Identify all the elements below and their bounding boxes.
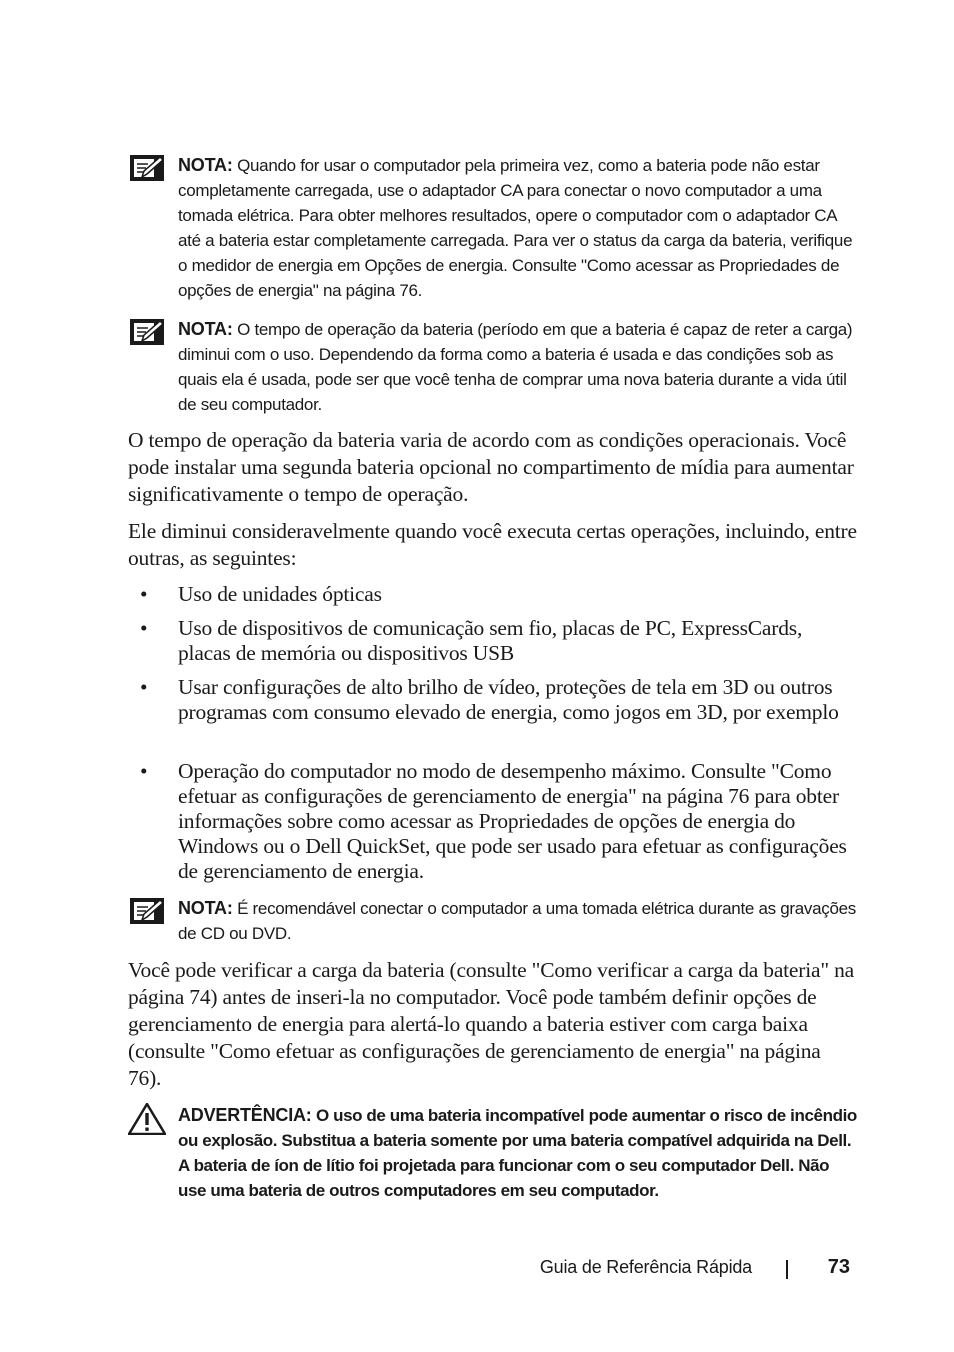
note-label: NOTA:	[178, 898, 233, 918]
bullet-marker: •	[140, 759, 148, 783]
footer-title: Guia de Referência Rápida	[539, 1257, 752, 1277]
note-label: NOTA:	[178, 319, 233, 339]
bullet-marker: •	[140, 675, 148, 699]
body-paragraph: Você pode verificar a carga da bateria (consulte "Como verificar a carga da bateria" na página 74) antes de inseri-la no computador. Você pode também definir opções de gerenciamento de energia para alertá-lo quando a bateria estiver com carga baixa (consulte "Como efetuar as configurações de gerenciamento de energia" na página 76).	[128, 958, 854, 1090]
note-pencil-icon	[130, 319, 164, 345]
note-text: O tempo de operação da bateria (período em que a bateria é capaz de reter a carga) diminui com o uso. Dependendo da forma como a bateria é usada e das condições sob as quais ela é usada, pode ser que você tenha de comprar uma nova bateria durante a vida útil de seu computador.	[178, 320, 853, 414]
note-text: Quando for usar o computador pela primeira vez, como a bateria pode não estar completamente carregada, use o adaptador CA para conectar o novo computador a uma tomada elétrica. Para obter melhores resultados, opere o computador com o adaptador CA até a bateria estar completamente carregada. Para ver o status da carga da bateria, verifique o medidor de energia em Opções de energia. Consulte "Como acessar as Propriedades de opções de energia" na página 76.	[178, 156, 853, 300]
list-item-text: Uso de unidades ópticas	[178, 582, 382, 606]
note-text: É recomendável conectar o computador a uma tomada elétrica durante as gravações de CD ou DVD.	[178, 899, 856, 943]
footer-separator	[786, 1260, 788, 1279]
bullet-marker: •	[140, 616, 148, 640]
body-paragraph: Ele diminui consideravelmente quando você executa certas operações, incluindo, entre outras, as seguintes:	[128, 519, 857, 570]
body-paragraph: O tempo de operação da bateria varia de acordo com as condições operacionais. Você pode instalar uma segunda bateria opcional no compartimento de mídia para aumentar significativamente o tempo de operação.	[128, 428, 854, 506]
list-item-text: Operação do computador no modo de desempenho máximo. Consulte "Como efetuar as configurações de gerenciamento de energia" na página 76 para obter informações sobre como acessar as Propriedades de opções de energia do Windows ou o Dell QuickSet, que pode ser usado para efetuar as configurações de gerenciamento de energia.	[178, 759, 847, 883]
warning-triangle-icon	[128, 1103, 166, 1135]
note-pencil-icon	[130, 898, 164, 924]
page-number: 73	[827, 1256, 850, 1278]
note-label: NOTA:	[178, 155, 233, 175]
note-pencil-icon	[130, 155, 164, 181]
list-item-text: Uso de dispositivos de comunicação sem fio, placas de PC, ExpressCards, placas de memória ou dispositivos USB	[178, 616, 803, 665]
warning-label: ADVERTÊNCIA:	[178, 1105, 312, 1125]
list-item-text: Usar configurações de alto brilho de vídeo, proteções de tela em 3D ou outros programas com consumo elevado de energia, como jogos em 3D, por exemplo	[178, 675, 839, 724]
bullet-marker: •	[140, 582, 148, 606]
warning-text: O uso de uma bateria incompatível pode aumentar o risco de incêndio ou explosão. Substitua a bateria somente por uma bateria compatível adquirida na Dell. A bateria de íon de lítio foi projetada para funcionar com o seu computador Dell. Não use uma bateria de outros computadores em seu computador.	[178, 1106, 857, 1200]
page-footer	[0, 1255, 954, 1285]
